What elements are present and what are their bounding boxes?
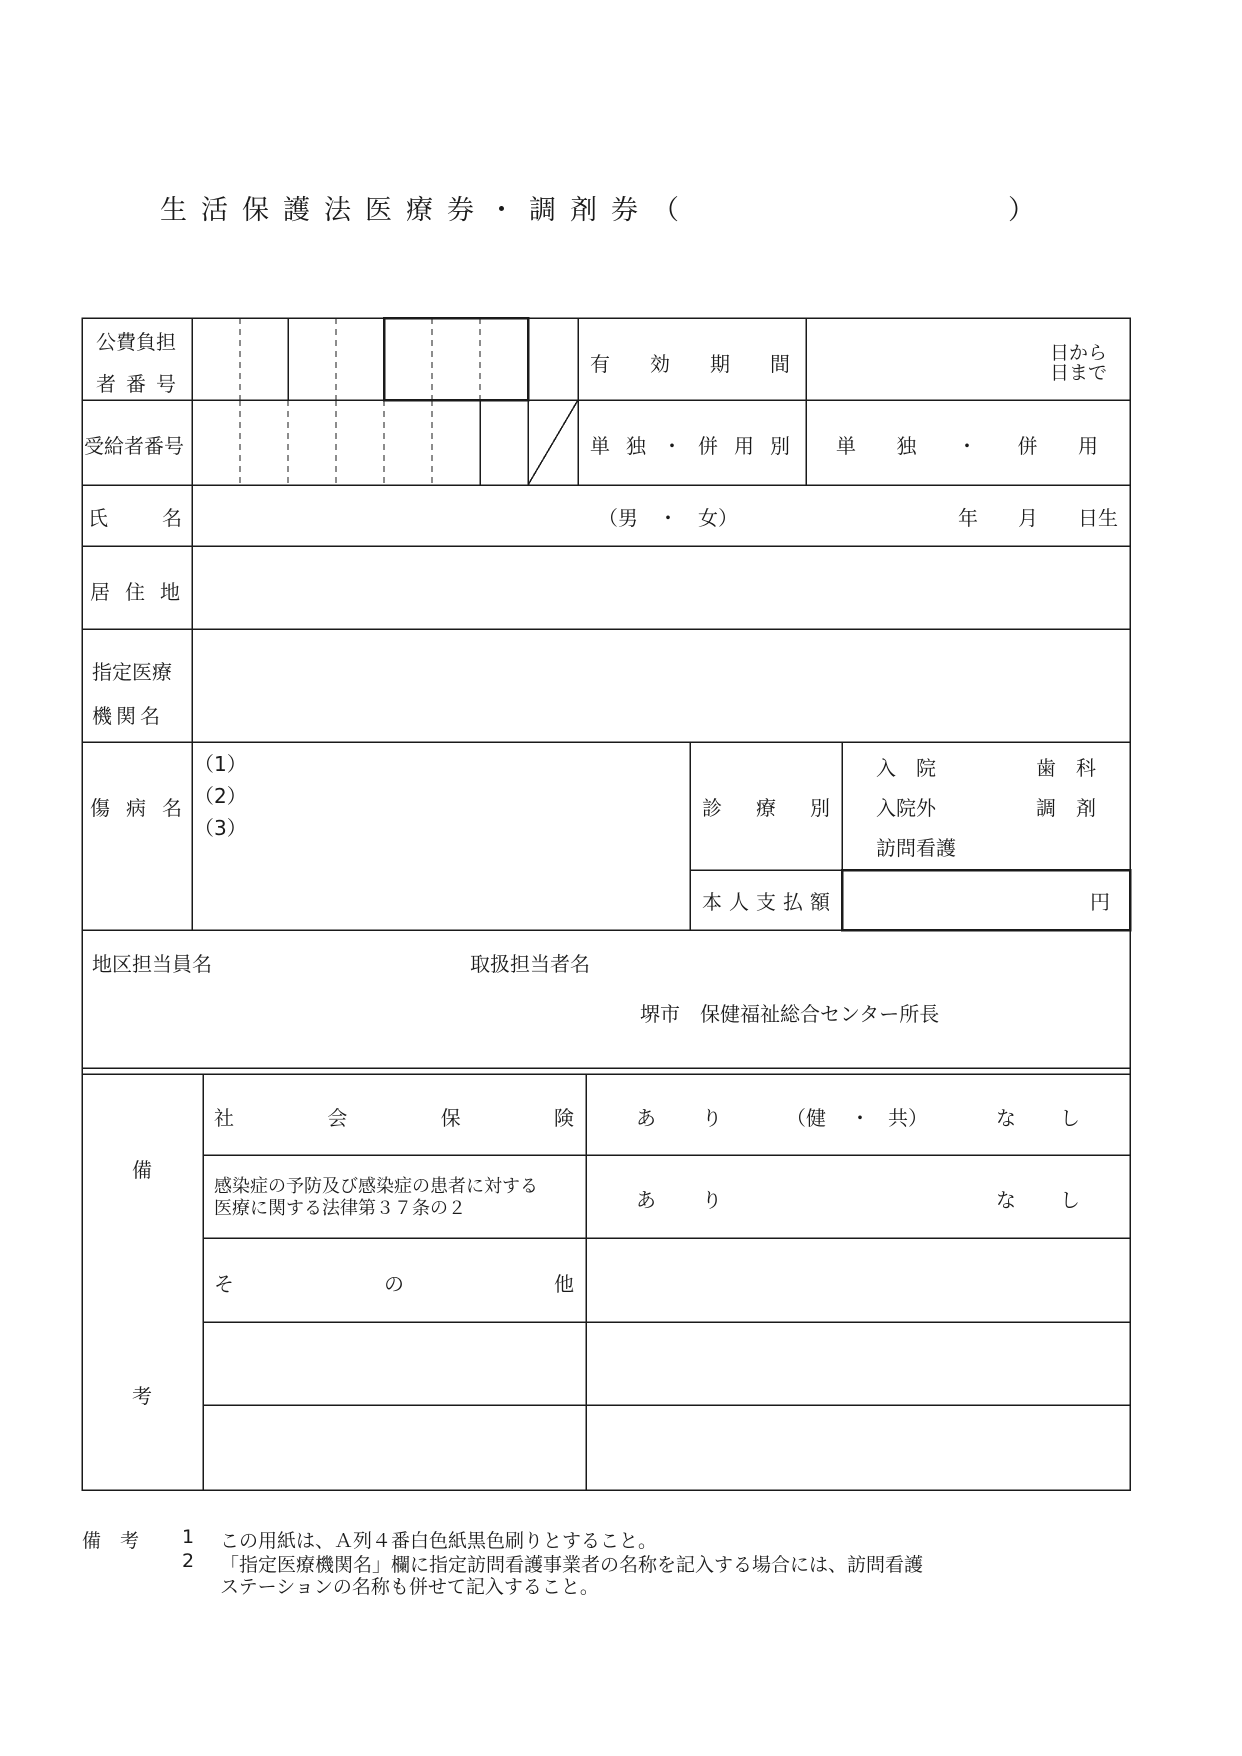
other-char: の [384,1272,404,1296]
si-char: 会 [327,1106,348,1130]
disease-item-1: （1） [194,752,247,776]
social-insurance-value [636,1102,1096,1128]
kouhi-label-line2: 者番号 [96,372,186,396]
birth-field: 年 月 日生 [958,506,1118,530]
tandoku-value-char: ・ [957,434,977,458]
payment-char: 本 [702,890,722,914]
valid-from: 日から [1050,342,1108,364]
shinryo-char: 療 [756,796,776,820]
disease-char: 病 [126,796,146,820]
other-char: 他 [554,1272,574,1296]
si-value-ari-1: あ [636,1106,656,1130]
si-char: 険 [553,1106,574,1130]
disease-label [90,792,182,821]
sex-field: （男 ・ 女） [598,506,738,530]
form-title: 生活保護法医療券・調剤券（ [160,195,693,226]
other-label [214,1268,574,1297]
note-2-text-cont: ステーションの名称も併せて記入すること。 [220,1576,599,1598]
infection-label-line1: 感染症の予防及び感染症の患者に対する [214,1176,538,1197]
inf-value-ari-2: り [702,1188,722,1212]
address-char: 地 [160,580,180,604]
jukyu-label: 受給者番号 [84,434,184,458]
shinryo-char: 別 [810,796,830,820]
tandoku-value-char: 併 [1017,434,1038,458]
si-value-ari-2: り [702,1106,722,1130]
tandoku-value-char: 単 [836,434,856,458]
payment-char: 支 [756,890,776,914]
tandoku-char: ・ [662,434,682,458]
shinryo-char: 診 [702,796,722,820]
tandoku-value-char: 独 [896,434,917,458]
remarks-side-label-top: 備 [132,1158,152,1182]
tandoku-value [836,430,1098,459]
tandoku-char: 単 [590,434,610,458]
disease-item-3: （3） [194,816,247,840]
si-value-dot: ・ [850,1106,870,1130]
name-label [88,502,182,531]
address-label [90,576,180,605]
si-value-nashi-1: な [996,1106,1016,1130]
si-value-nashi-2: し [1060,1106,1080,1130]
tandoku-char: 別 [770,434,790,458]
payment-char: 額 [810,890,830,914]
note-1-text: この用紙は、Ａ列４番白色紙黒色刷りとすること。 [220,1530,658,1552]
remarks-side-label-bottom: 考 [132,1384,152,1408]
inf-value-ari-1: あ [636,1188,656,1212]
shinryo-label [702,792,830,821]
shinryo-outpatient: 入院外 [876,796,936,820]
tandoku-char: 用 [734,434,754,458]
payment-label [702,886,830,915]
shinryo-dispensing: 調 剤 [1036,796,1096,820]
disease-char: 名 [162,796,182,820]
address-char: 居 [90,580,110,604]
si-value-kyo: 共） [888,1106,928,1130]
name-char: 氏 [88,506,108,530]
tandoku-char: 独 [626,434,646,458]
payment-char: 払 [783,890,803,914]
disease-char: 傷 [90,796,110,820]
issuer: 堺市 保健福祉総合センター所長 [640,1002,940,1026]
name-char: 名 [162,506,182,530]
infection-label-line2: 医療に関する法律第３７条の２ [214,1198,466,1219]
tandoku-char: 併 [698,434,718,458]
other-char: そ [214,1272,234,1296]
si-value-ken: （健 [786,1106,826,1130]
disease-item-2: （2） [194,784,247,808]
valid-to: 日まで [1050,362,1108,384]
note-1-num: 1 [182,1526,195,1548]
tandoku-label [590,430,790,459]
si-char: 保 [440,1106,461,1130]
payment-char: 人 [729,890,749,914]
shinryo-home-nursing: 訪問看護 [876,836,956,860]
shinryo-inpatient: 入 院 [876,756,936,780]
shinryo-row-2 [876,792,1096,821]
form-title-close: ） [1008,195,1035,226]
inf-value-nashi-1: な [996,1188,1016,1212]
handler-label: 取扱担当者名 [470,952,590,976]
institution-label-line2: 機関名 [92,704,164,728]
shinryo-row-1 [876,752,1096,781]
valid-char: 効 [650,352,670,376]
payment-unit: 円 [1090,890,1110,914]
inf-value-nashi-2: し [1060,1188,1080,1212]
valid-period-label [590,348,790,377]
institution-label-line1: 指定医療 [92,660,172,684]
infection-value [636,1184,1096,1210]
notes-heading: 備 考 [82,1530,140,1552]
district-officer-label: 地区担当員名 [92,952,212,976]
note-2-num: 2 [182,1550,195,1572]
valid-char: 間 [770,352,790,376]
address-char: 住 [125,580,145,604]
note-2-text: 「指定医療機関名」欄に指定訪問看護事業者の名称を記入する場合には、訪問看護 [220,1554,924,1576]
tandoku-value-char: 用 [1078,434,1098,458]
valid-char: 有 [590,352,610,376]
kouhi-label-line1: 公費負担 [96,330,176,354]
si-char: 社 [214,1106,234,1130]
social-insurance-label [214,1102,574,1131]
shinryo-dental: 歯 科 [1036,756,1096,780]
valid-char: 期 [710,352,730,376]
